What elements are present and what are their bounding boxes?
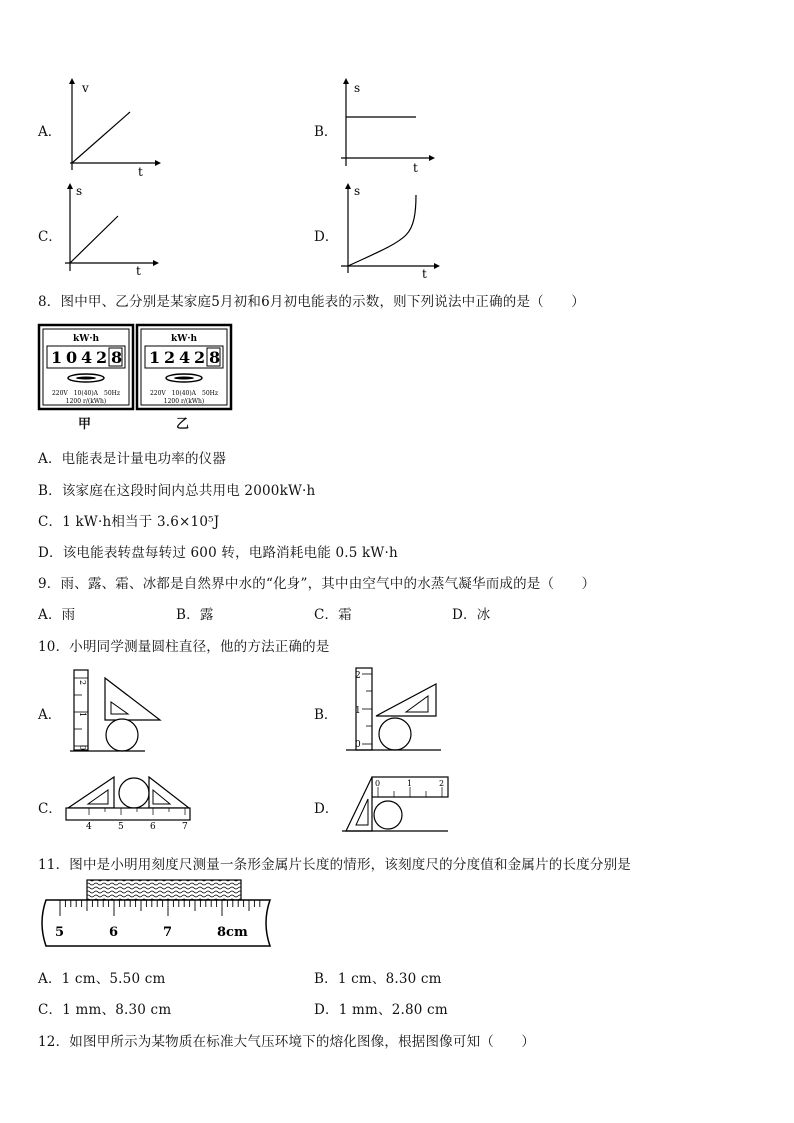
- q8-stem: 8．图中甲、乙分别是某家庭5月初和6月初电能表的示数，则下列说法中正确的是（ ）: [38, 294, 585, 310]
- q7-graph-a: [60, 78, 160, 178]
- q11-stem: 11．图中是小明用刻度尺测量一条形金属片长度的情形，该刻度尺的分度值和金属片的长度分别是: [38, 857, 631, 873]
- meter-yi-digit-3: 4: [179, 348, 191, 367]
- ruler-b-label-0: 0: [355, 740, 361, 750]
- q7-c-xlabel: t: [136, 264, 141, 278]
- q7-b-ylabel: s: [354, 81, 361, 95]
- ruler-c-label-7: 7: [182, 822, 188, 832]
- q7-a-ylabel: v: [82, 81, 89, 95]
- meter-jia-digit-4: 2: [96, 348, 108, 367]
- meter-yi-digit-4: 2: [194, 348, 206, 367]
- meter-yi-digit-2: 2: [164, 348, 176, 367]
- q11-option-d: D．1 mm、2.80 cm: [314, 1002, 448, 1018]
- q7-option-a-letter: A．: [38, 124, 62, 140]
- q10-option-c-letter: C．: [38, 801, 62, 817]
- ruler-a-label-2: 2: [78, 680, 87, 686]
- meter-jia-unit: kW·h: [72, 334, 100, 344]
- ruler-b-label-1: 1: [355, 706, 361, 716]
- meter-jia-rev: 1200 r/(kWh): [65, 398, 107, 405]
- q7-d-xlabel: t: [422, 267, 427, 281]
- meter-jia-digit-5: 8: [111, 348, 123, 367]
- meter-jia-digit-1: 1: [51, 348, 63, 367]
- q9-stem: 9．雨、露、霜、冰都是自然界中水的“化身”，其中由空气中的水蒸气凝华而成的是（ ）: [38, 576, 596, 592]
- meter-jia-label: 甲: [78, 417, 92, 432]
- meter-yi-label: 乙: [176, 417, 190, 432]
- q10-figure-b: [346, 666, 446, 752]
- q7-c-ylabel: s: [76, 184, 83, 198]
- q7-graph-b: [336, 78, 436, 178]
- q10-figure-d: [342, 775, 452, 835]
- q11-ruler-label-5: 5: [55, 925, 65, 940]
- q7-option-d-letter: D．: [314, 229, 339, 245]
- q11-ruler-label-6: 6: [109, 925, 119, 940]
- ruler-c-label-6: 6: [150, 822, 156, 832]
- q11-ruler-label-8cm: 8cm: [217, 925, 248, 940]
- ruler-d-label-0: 0: [375, 779, 381, 788]
- q7-graph-c: [60, 183, 160, 283]
- ruler-c-label-4: 4: [86, 822, 92, 832]
- ruler-b-label-2: 2: [355, 671, 361, 681]
- q10-option-d-letter: D．: [314, 801, 339, 817]
- q11-ruler-label-7: 7: [163, 925, 173, 940]
- q8-option-d: D．该电能表转盘每转过 600 转，电路消耗电能 0.5 kW·h: [38, 545, 398, 561]
- q10-figure-c: [64, 773, 194, 835]
- q7-a-xlabel: t: [138, 165, 143, 179]
- q11-option-c: C．1 mm、8.30 cm: [38, 1002, 172, 1018]
- q7-b-xlabel: t: [413, 161, 418, 175]
- q9-option-a: A．雨: [38, 607, 76, 623]
- meter-yi-spec: 220V 10(40)A 50Hz: [149, 390, 219, 397]
- meter-yi-digit-5: 8: [209, 348, 221, 367]
- ruler-d-label-2: 2: [439, 779, 445, 788]
- q8-meter-yi: [136, 324, 232, 410]
- meter-jia-digit-2: 0: [66, 348, 78, 367]
- q12-stem: 12．如图甲所示为某物质在标准大气压环境下的熔化图像，根据图像可知（ ）: [38, 1034, 536, 1050]
- ruler-a-label-0: 0: [78, 745, 87, 751]
- q11-ruler-figure: [38, 878, 274, 948]
- meter-yi-digit-1: 1: [149, 348, 161, 367]
- q10-option-b-letter: B．: [314, 707, 338, 723]
- q11-option-b: B．1 cm、8.30 cm: [314, 971, 442, 987]
- q10-option-a-letter: A．: [38, 707, 62, 723]
- q7-d-ylabel: s: [354, 184, 361, 198]
- q7-option-c-letter: C．: [38, 229, 62, 245]
- ruler-a-label-1: 1: [78, 712, 87, 718]
- meter-yi-rev: 1200 r/(kWh): [163, 398, 205, 405]
- ruler-c-label-5: 5: [118, 822, 124, 832]
- meter-yi-unit: kW·h: [170, 334, 198, 344]
- q7-graph-d: [336, 183, 446, 283]
- q10-stem: 10．小明同学测量圆柱直径，他的方法正确的是: [38, 639, 330, 655]
- q7-option-b-letter: B．: [314, 124, 338, 140]
- q8-option-c: C．1 kW·h相当于 3.6×10⁵J: [38, 514, 220, 530]
- q9-option-c: C．霜: [314, 607, 352, 623]
- q10-figure-a: [70, 668, 170, 753]
- meter-jia-spec: 220V 10(40)A 50Hz: [51, 390, 121, 397]
- q11-option-a: A．1 cm、5.50 cm: [38, 971, 166, 987]
- q8-option-a: A．电能表是计量电功率的仪器: [38, 451, 227, 467]
- q9-option-d: D．冰: [452, 607, 491, 623]
- q8-meter-jia: [38, 324, 134, 410]
- q8-option-b: B．该家庭在这段时间内总共用电 2000kW·h: [38, 483, 316, 499]
- meter-jia-digit-3: 4: [81, 348, 93, 367]
- ruler-d-label-1: 1: [407, 779, 413, 788]
- q9-option-b: B．露: [176, 607, 214, 623]
